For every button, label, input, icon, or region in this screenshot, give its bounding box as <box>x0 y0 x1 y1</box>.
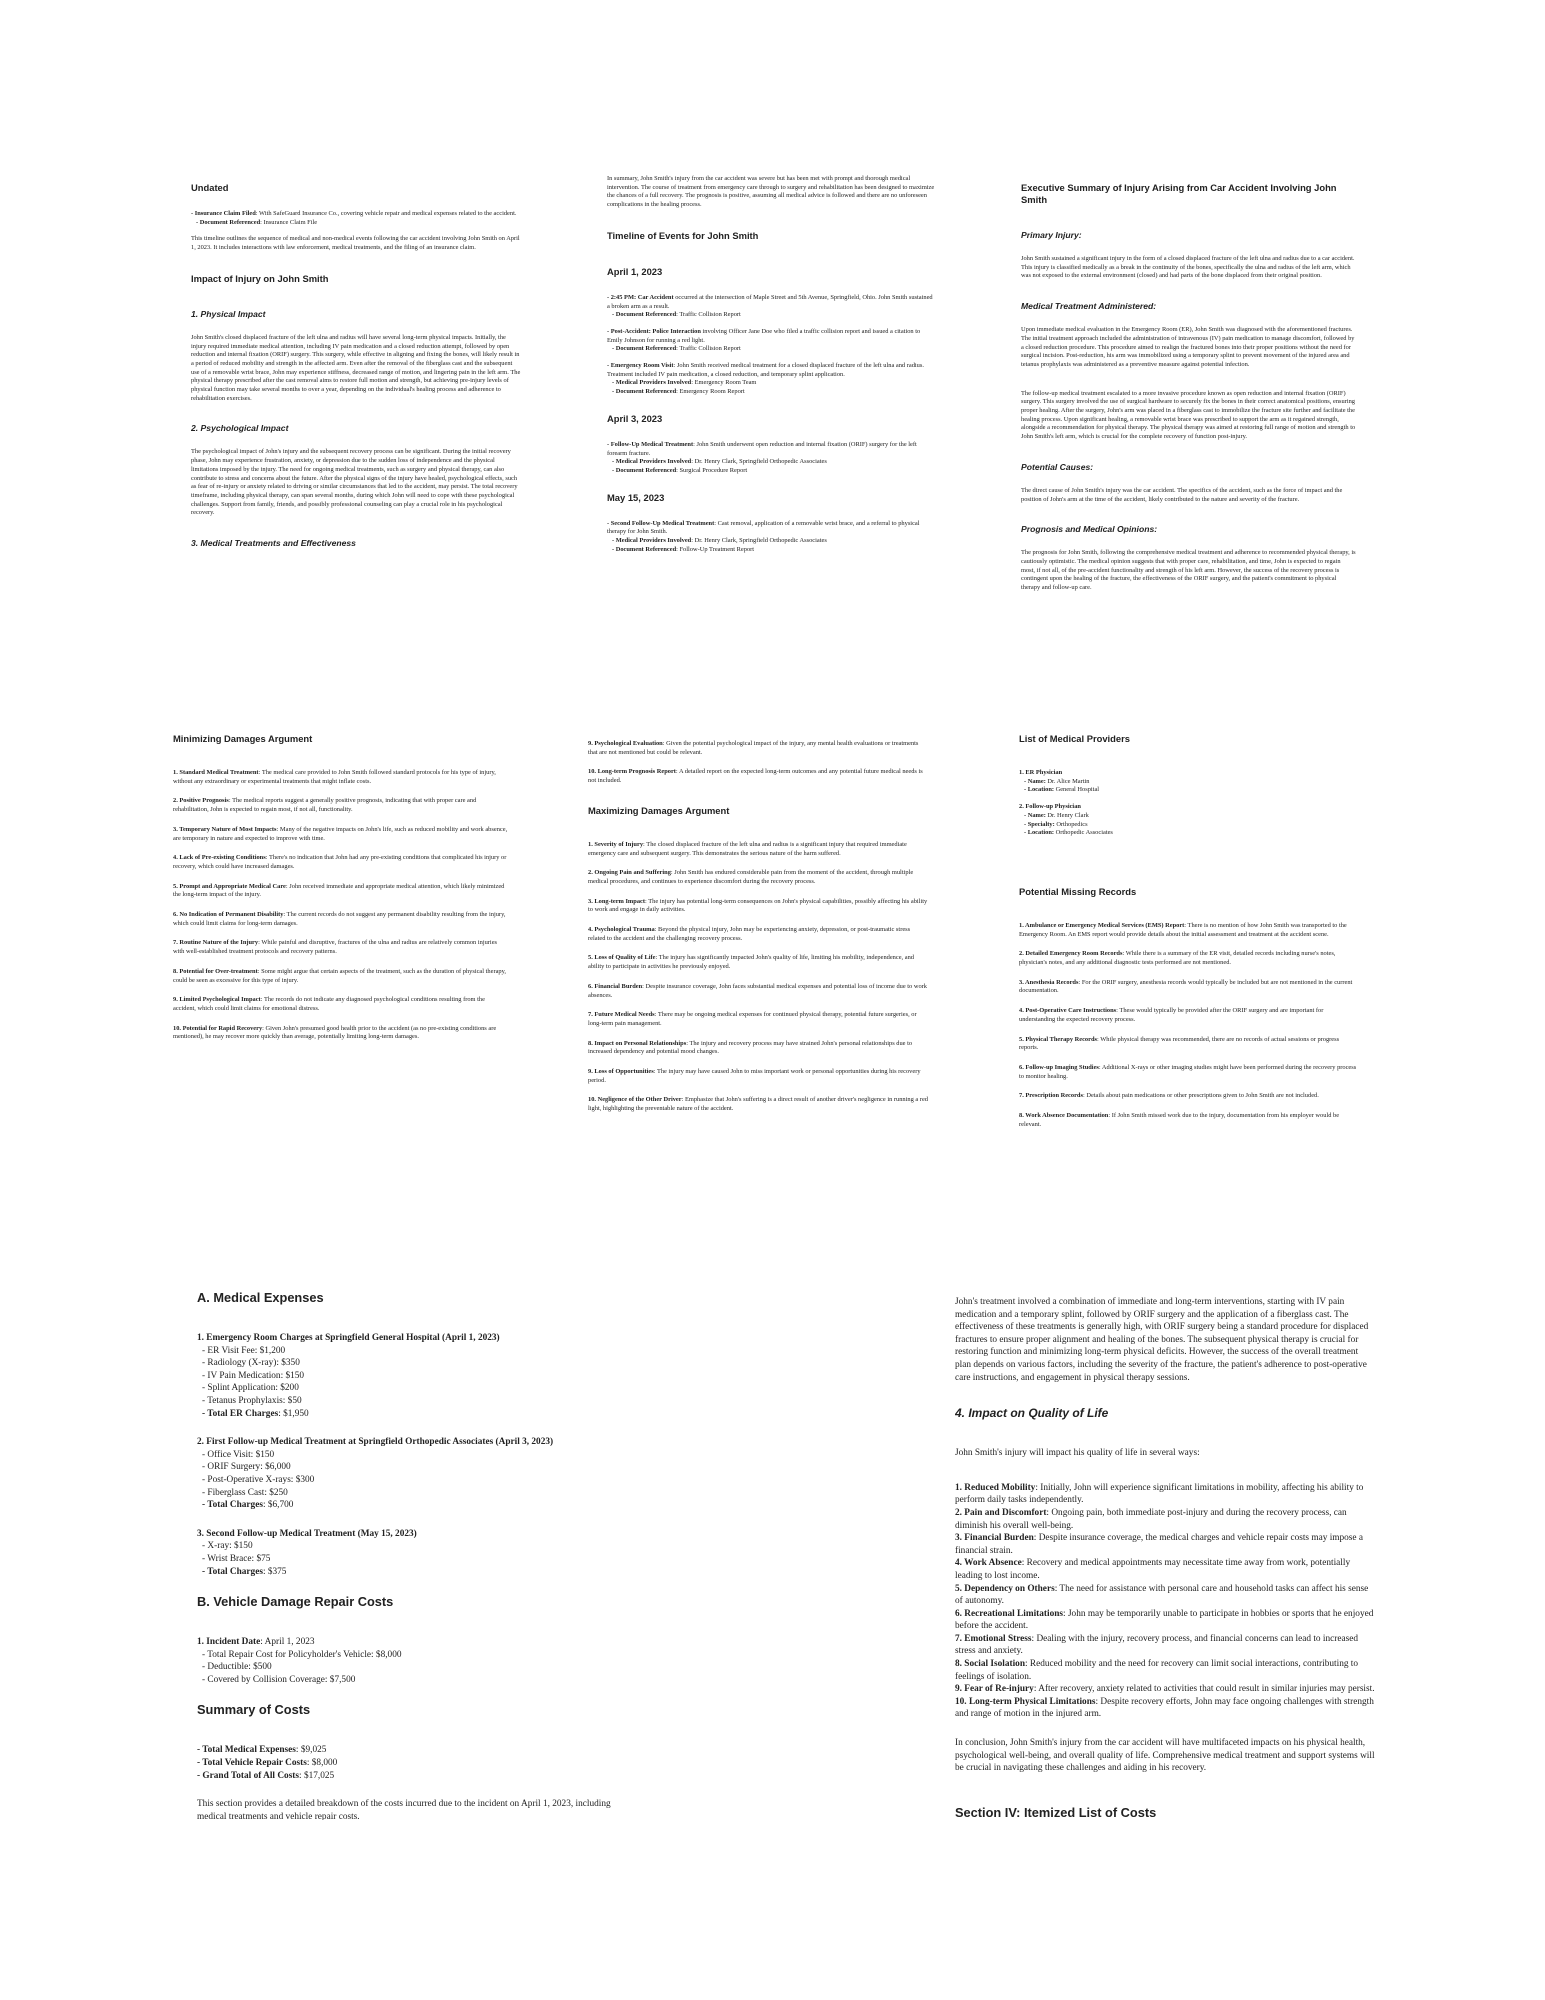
er-physician-name: - Name: Dr. Alice Martin <box>1024 777 1090 785</box>
cost-line: - Post-Operative X-rays: $300 <box>202 1474 315 1485</box>
list-item: 9. Limited Psychological Impact: The records do not indicate any diagnosed psychological conditions resulting from the accident, which could limit claims for emotional distress. <box>173 996 485 1012</box>
event-followup: - Follow-Up Medical Treatment: John Smith underwent open reduction and internal fixation (ORIF) surgery for the left forearm fracture. <box>607 440 917 457</box>
list-item: 1. Standard Medical Treatment: The medical care provided to John Smith followed standard protocols for his type of injury, without any extraordinary or experimental treatments that might inflate costs. <box>173 769 496 785</box>
quality-of-life-list <box>955 1482 1375 1721</box>
list-item: 2. Positive Prognosis: The medical reports suggest a generally positive prognosis, indicating that with proper care and rehabilitation, John is expected to regain most, if not all, functionality. <box>173 797 477 814</box>
treatment-text-2: The follow-up medical treatment escalated to a more invasive procedure known as open reduction and internal fixation (ORIF) surgery. This surgery involved the use of surgical hardware to securely fix the bones in their correct anatomical positions, ensuring proper healing. After the surgery, John's arm was placed in a fiberglass cast to immobilize the fracture site further and facilitate the healing process. Upon significant healing, a removable wrist brace was prescribed to support the arm as it regained strength, alongside a recommendation for physical therapy. The physical therapy was aimed at restoring full range of motion and strength to John Smith's left arm, which is crucial for the complete recovery of function post-injury. <box>1021 389 1356 441</box>
event-second-followup: - Second Follow-Up Medical Treatment: Cast removal, application of a removable wrist brace, and a referral to physical therapy for John Smith. <box>607 519 920 536</box>
list-item: 3. Financial Burden: Despite insurance coverage, the medical charges and vehicle repair costs may impose a financial strain. <box>955 1533 1363 1556</box>
maximizing-heading: Maximizing Damages Argument <box>588 804 730 816</box>
list-item: 5. Dependency on Others: The need for assistance with personal care and household tasks can affect his sense of autonomy. <box>955 1583 1369 1607</box>
list-item: 7. Prescription Records: Details about pain medications or other prescriptions given to John Smith are not included. <box>1019 1092 1319 1100</box>
followup-physician-name: - Name: Dr. Henry Clark <box>1024 811 1089 819</box>
list-item: 10. Long-term Physical Limitations: Despite recovery efforts, John may face ongoing challenges with strength and range of motion in the injured arm. <box>955 1696 1374 1720</box>
page-7 <box>197 1290 617 1820</box>
primary-injury-text: John Smith sustained a significant injury in the form of a closed displaced fracture of the left ulna and radius due to a car accident. This injury is classified medically as a break in the continuity of the bones, specifically the ulna and radius of the left arm, which was not exposed to the external environment (closed) and had parts of the bone displaced from their original position. <box>1021 255 1355 280</box>
cost-line: - ORIF Surgery: $6,000 <box>202 1462 291 1473</box>
maximizing-list <box>588 841 928 1114</box>
page-8 <box>955 1296 1375 1836</box>
list-item: 6. Recreational Limitations: John may be temporarily unable to participate in hobbies or sports that he enjoyed before the accident. <box>955 1608 1374 1632</box>
incident-date: 1. Incident Date: April 1, 2023 <box>197 1637 315 1648</box>
summary-vehicle: - Total Vehicle Repair Costs: $8,000 <box>197 1758 338 1769</box>
psych-impact-text: The psychological impact of John's injury and the subsequent recovery process can be significant. During the initial recovery phase, John may experience frustration, anxiety, or depression due to the sudden loss of independence and the physical limitations imposed by the injury. The need for ongoing medical treatments, such as surgery and physical therapy, can also contribute to stress and concerns about the future. After the physical signs of the injury have healed, psychological effects, such as fear of re-injury or anxiety related to driving or similar circumstances that led to the accident, may persist. The total recovery timeframe, including physical therapy, can span several months, during which John will need to cope with these psychological challenges. Support from family, friends, and possibly professional counseling can play a crucial role in his psychological recovery. <box>191 448 518 517</box>
list-item: 3. Temporary Nature of Most Impacts: Many of the negative impacts on John's life, such as reduced mobility and work absence, are temporary in nature and expected to improve with time. <box>173 825 508 842</box>
list-item: 9. Fear of Re-injury: After recovery, anxiety related to activities that could result in similar injuries may persist. <box>955 1684 1375 1695</box>
cost-line: - Splint Application: $200 <box>202 1383 299 1394</box>
undated-heading: Undated <box>191 182 229 193</box>
list-item: 2. Detailed Emergency Room Records: While there is a summary of the ER visit, detailed records including nurse's notes, physician's notes, and any additional diagnostic tests performed are not mentioned. <box>1019 950 1336 967</box>
cost-line: - Fiberglass Cast: $250 <box>202 1487 288 1498</box>
followup-physician-specialty: - Specialty: Orthopedics <box>1024 820 1088 828</box>
page-6 <box>1019 733 1357 1173</box>
list-item: 9. Loss of Opportunities: The injury may have caused John to miss important work or personal opportunities during his recovery period. <box>588 1068 921 1084</box>
list-item: 7. Emotional Stress: Dealing with the injury, recovery process, and financial concerns can lead to increased stress and anxiety. <box>955 1633 1359 1657</box>
followup2-lines <box>197 1540 617 1565</box>
timeline-intro: This timeline outlines the sequence of medical and non-medical events following the car accident involving John Smith on April 1, 2023. It includes interactions with law enforcement, medical treatments, and the filing of an insurance claim. <box>191 235 520 252</box>
event-er-doc: - Document Referenced: Emergency Room Report <box>612 388 745 396</box>
list-item: 8. Social Isolation: Reduced mobility and the need for recovery can limit social interactions, contributing to feelings of isolation. <box>955 1659 1359 1682</box>
list-item: 3. Long-term Impact: The injury has potential long-term consequences on John's physical capabilities, possibly affecting his ability to work and engage in daily activities. <box>588 897 928 914</box>
quality-of-life-heading: 4. Impact on Quality of Life <box>955 1406 1109 1421</box>
section-iv-heading: Section IV: Itemized List of Costs <box>955 1804 1157 1820</box>
list-item: 7. Future Medical Needs: There may be ongoing medical expenses for continued physical therapy, potential future surgeries, or long-term pain management. <box>588 1011 917 1027</box>
cost-line: - ER Visit Fee: $1,200 <box>202 1345 286 1356</box>
summary-heading: Summary of Costs <box>197 1702 311 1718</box>
summary-paragraph: In summary, John Smith's injury from the car accident was severe but has been met with prompt and thorough medical intervention. The course of treatment from emergency care through to surgery and rehabilitation has been designed to maximize the chances of a full recovery. The prognosis is positive, assuming all medical advice is followed and there are no unforeseen complications in the healing process. <box>607 175 935 209</box>
vehicle-lines <box>197 1649 617 1687</box>
event-followup-doc: - Document Referenced: Surgical Procedure Report <box>612 466 748 474</box>
causes-text: The direct cause of John Smith's injury was the car accident. The specifics of the accident, such as the force of impact and the position of John's arm at the time of the accident, likely contributed to the nature and severity of the fracture. <box>1021 486 1343 503</box>
event-car-accident: - 2:45 PM: Car Accident occurred at the intersection of Maple Street and 5th Avenue, Springfield, Ohio. John Smith sustained a broken arm as a result. <box>607 293 933 310</box>
quality-of-life-lead: John Smith's injury will impact his quality of life in several ways: <box>955 1448 1200 1459</box>
list-item: 10. Potential for Rapid Recovery: Given John's presumed good health prior to the accident (as no pre-existing conditions are mentioned), he may recover more quickly than average, potentially limiting long-term damages. <box>173 1024 497 1041</box>
er-total: - Total ER Charges: $1,950 <box>202 1408 309 1419</box>
medical-expenses-heading: A. Medical Expenses <box>197 1290 324 1305</box>
list-item: 8. Work Absence Documentation: If John Smith missed work due to the injury, documentation from his employer would be relevant. <box>1019 1112 1340 1128</box>
event-police: - Post-Accident: Police Interaction involving Officer Jane Doe who filed a traffic collision report and issued a citation to Emily Johnson for running a red light. <box>607 327 921 344</box>
event-er-visit: - Emergency Room Visit: John Smith received medical treatment for a closed displaced fracture of the left ulna and radius. Treatment included IV pain medication, a closed reduction, and temporary splint application. <box>607 362 924 378</box>
list-item: 3. Anesthesia Records: For the ORIF surgery, anesthesia records would typically be included but are not mentioned in the current documentation. <box>1019 978 1353 995</box>
event-second-followup-providers: - Medical Providers Involved: Dr. Henry Clark, Springfield Orthopedic Associates <box>612 537 827 545</box>
prognosis-heading: Prognosis and Medical Opinions: <box>1021 524 1158 535</box>
medical-treatments-heading: 3. Medical Treatments and Effectiveness <box>191 538 356 549</box>
list-item: 4. Post-Operative Care Instructions: These would typically be provided after the ORIF surgery and are important for understanding the expected recovery process. <box>1019 1007 1324 1023</box>
followup1-title: 2. First Follow-up Medical Treatment at Springfield Orthopedic Associates (April 3, 2023) <box>197 1437 554 1448</box>
cost-line: - Tetanus Prophylaxis: $50 <box>202 1395 302 1406</box>
claim-line: - Insurance Claim Filed: With SafeGuard Insurance Co., covering vehicle repair and medical expenses related to the accident. <box>191 210 517 217</box>
list-item: 1. Ambulance or Emergency Medical Services (EMS) Report: There is no mention of how John Smith was transported to the Emergency Room. An EMS report would provide details about the initial assessment and treatment at the accident scene. <box>1019 921 1347 938</box>
list-item: 6. Follow-up Imaging Studies: Additional X-rays or other imaging studies might have been performed during the recovery process to monitor healing. <box>1019 1063 1357 1080</box>
vehicle-heading: B. Vehicle Damage Repair Costs <box>197 1594 394 1610</box>
impact-heading: Impact of Injury on John Smith <box>191 272 329 284</box>
missing-records-list <box>1019 922 1357 1130</box>
cost-line: - Covered by Collision Coverage: $7,500 <box>202 1674 356 1685</box>
er-physician-label: 1. ER Physician <box>1019 769 1063 776</box>
costs-footer: This section provides a detailed breakdown of the costs incurred due to the incident on April 1, 2023, including medical treatments and vehicle repair costs. <box>197 1799 611 1820</box>
er-physician-location: - Location: General Hospital <box>1024 786 1100 794</box>
followup2-title: 3. Second Follow-up Medical Treatment (May 15, 2023) <box>197 1528 417 1539</box>
claim-doc-line: - Document Referenced: Insurance Claim File <box>196 218 318 226</box>
list-item: 4. Lack of Pre-existing Conditions: There's no indication that John had any pre-existing conditions that complicated his injury or recovery, which could have increased damages. <box>173 854 507 870</box>
missing-records-heading: Potential Missing Records <box>1019 885 1137 897</box>
timeline-heading: Timeline of Events for John Smith <box>607 229 759 241</box>
causes-heading: Potential Causes: <box>1021 461 1094 472</box>
event-followup-providers: - Medical Providers Involved: Dr. Henry Clark, Springfield Orthopedic Associates <box>612 458 827 466</box>
list-item: 10. Long-term Prognosis Report: A detailed report on the expected long-term outcomes and any potential future medical needs is not included. <box>588 768 923 785</box>
list-item: 1. Reduced Mobility: Initially, John will experience significant limitations in mobility, affecting his ability to perform daily tasks independently. <box>955 1482 1364 1506</box>
treatment-heading: Medical Treatment Administered: <box>1021 301 1157 312</box>
cost-line: - X-ray: $150 <box>202 1541 253 1552</box>
cost-line: - Deductible: $500 <box>202 1662 272 1673</box>
list-item: 6. No Indication of Permanent Disability: The current records do not suggest any permanent disability resulting from the injury, which could limit claims for long-term damages. <box>173 911 506 927</box>
list-item: 4. Work Absence: Recovery and medical appointments may necessitate time away from work, potentially leading to lost income. <box>955 1558 1351 1581</box>
list-item: 5. Physical Therapy Records: While physical therapy was recommended, there are no records of actual sessions or progress reports. <box>1019 1035 1340 1052</box>
cost-line: - IV Pain Medication: $150 <box>202 1370 305 1381</box>
er-charges-title: 1. Emergency Room Charges at Springfield General Hospital (April 1, 2023) <box>197 1333 500 1343</box>
date-april-1: April 1, 2023 <box>607 265 663 277</box>
event-car-accident-doc: - Document Referenced: Traffic Collision Report <box>612 311 741 319</box>
minimizing-list <box>173 769 508 1042</box>
list-item: 6. Financial Burden: Despite insurance coverage, John faces substantial medical expenses and potential loss of income due to work absences. <box>588 982 927 999</box>
page-3 <box>1021 182 1356 602</box>
event-er-providers: - Medical Providers Involved: Emergency Room Team <box>612 379 757 387</box>
conclusion-text: In conclusion, John Smith's injury from the car accident will have multifaceted impacts on his physical health, psychological well-being, and overall quality of life. Comprehensive medical treatment and support systems will be crucial in navigating these challenges and aiding in his recovery. <box>955 1738 1375 1774</box>
list-item: 8. Impact on Personal Relationships: The injury and recovery process may have strained John's personal relationships due to increased dependency and potential mood changes. <box>588 1039 913 1056</box>
providers-heading: List of Medical Providers <box>1019 733 1130 744</box>
list-item: 4. Psychological Trauma: Beyond the physical injury, John may be experiencing anxiety, depression, or post-traumatic stress related to the accident and the challenging recovery process. <box>588 926 911 942</box>
cost-line: - Office Visit: $150 <box>202 1449 275 1460</box>
page-2 <box>607 175 937 620</box>
followup1-lines <box>197 1449 617 1499</box>
date-april-3: April 3, 2023 <box>607 412 663 424</box>
physical-impact-text: John Smith's closed displaced fracture of the left ulna and radius will have several long-term physical impacts. Initially, the injury required immediate medical attention, including IV pain medication and a closed reduction attempt, followed by open reduction and internal fixation (ORIF) surgery. This surgery, while effective in aligning and fixing the bones, will likely result in a period of reduced mobility and strength in the affected arm. Even after the removal of the fiberglass cast and the subsequent use of a removable wrist brace, John may experience stiffness, decreased range of motion, and lingering pain in the left arm. The physical therapy prescribed after the cast removal aims to restore full motion and strength, but achieving pre-injury levels of physical function may take several months to over a year, depending on the individual's healing process and adherence to rehabilitation exercises. <box>191 333 521 402</box>
list-item: 7. Routine Nature of the Injury: While painful and disruptive, fractures of the ulna and radius are relatively common injuries with well-established treatment protocols and recovery patterns. <box>173 939 498 956</box>
followup1-total: - Total Charges: $6,700 <box>202 1500 294 1511</box>
followup-physician-location: - Location: Orthopedic Associates <box>1024 829 1113 837</box>
cost-line: - Wrist Brace: $75 <box>202 1553 271 1564</box>
date-may-15: May 15, 2023 <box>607 491 665 503</box>
er-charges-lines <box>197 1345 617 1408</box>
followup-physician-label: 2. Follow-up Physician <box>1019 803 1081 811</box>
page-4 <box>173 733 508 1203</box>
page-5 <box>588 740 928 1160</box>
list-item: 5. Loss of Quality of Life: The injury has significantly impacted John's quality of life, limiting his mobility, independence, and ability to participate in activities he previously enjoyed. <box>588 954 914 971</box>
list-item: 2. Pain and Discomfort: Ongoing pain, both immediate post-injury and during the recovery process, can diminish his overall well-being. <box>955 1507 1347 1531</box>
followup2-total: - Total Charges: $375 <box>202 1566 287 1577</box>
cost-line: - Total Repair Cost for Policyholder's Vehicle: $8,000 <box>202 1649 402 1660</box>
psych-impact-heading: 2. Psychological Impact <box>191 423 289 434</box>
list-item: 2. Ongoing Pain and Suffering: John Smith has endured considerable pain from the moment of the accident, through multiple medical procedures, and continues to experience discomfort during the recovery process. <box>588 869 914 885</box>
physical-impact-heading: 1. Physical Impact <box>191 308 266 319</box>
event-second-followup-doc: - Document Referenced: Follow-Up Treatment Report <box>612 545 755 553</box>
prognosis-text: The prognosis for John Smith, following the comprehensive medical treatment and adherence to recommended physical therapy, is cautiously optimistic. The medical opinion suggests that with proper care, rehabilitation, and time, John is expected to regain most, if not all, of the pre-accident functionality and strength of his left arm. However, the success of the recovery process is contingent upon the healing of the fracture, the effectiveness of the ORIF surgery, and the patient's commitment to physical therapy and follow-up care. <box>1021 549 1356 592</box>
executive-summary-heading: Executive Summary of Injury Arising from Car Accident Involving John Smith <box>1021 182 1337 205</box>
summary-medical: - Total Medical Expenses: $9,025 <box>197 1745 327 1756</box>
list-item: 10. Negligence of the Other Driver: Emphasize that John's suffering is a direct result of another driver's negligence in running a red light, highlighting the preventable nature of the accident. <box>588 1096 928 1113</box>
missing-records-continued <box>588 740 928 786</box>
list-item: 1. Severity of Injury: The closed displaced fracture of the left ulna and radius is a significant injury that required immediate emergency care and subsequent surgery. This demonstrates the serious nature of the harm suffered. <box>588 840 907 857</box>
list-item: 5. Prompt and Appropriate Medical Care: John received immediate and appropriate medical attention, which likely minimized the long-term impact of the injury. <box>173 882 505 899</box>
summary-grand-total: - Grand Total of All Costs: $17,025 <box>197 1770 335 1781</box>
list-item: 9. Psychological Evaluation: Given the potential psychological impact of the injury, any mental health evaluations or treatments that are not mentioned but could be relevant. <box>588 740 919 756</box>
treatment-text-1: Upon immediate medical evaluation in the Emergency Room (ER), John Smith was diagnosed with the aforementioned fractures. The initial treatment approach included the administration of intravenous (IV) pain medication to manage discomfort, followed by a closed reduction procedure. This procedure aimed to realign the fractured bones into their proper positions without the need for surgical incision. Post-reduction, his arm was immobilized using a temporary splint to prevent movement of the injured area and tetanus prophylaxis was administered as a preventive measure against potential infection. <box>1021 326 1355 368</box>
page-1 <box>191 182 521 602</box>
event-police-doc: - Document Referenced: Traffic Collision Report <box>612 345 741 353</box>
minimizing-heading: Minimizing Damages Argument <box>173 733 313 744</box>
treatment-effectiveness-text: John's treatment involved a combination of immediate and long-term interventions, starting with IV pain medication and a temporary splint, followed by ORIF surgery and the application of a fiberglass cast. The effectiveness of these treatments is generally high, with ORIF surgery being a standard procedure for displaced fractures to ensure proper alignment and healing of the bones. The subsequent physical therapy is crucial for restoring function and minimizing long-term physical deficits. However, the success of the overall treatment plan depends on various factors, including the severity of the fracture, the patient's adherence to post-operative care instructions, and engagement in physical therapy sessions. <box>955 1297 1369 1383</box>
primary-injury-heading: Primary Injury: <box>1021 230 1082 240</box>
list-item: 8. Potential for Over-treatment: Some might argue that certain aspects of the treatment, such as the duration of physical therapy, could be seen as excessive for this type of injury. <box>173 967 506 984</box>
cost-line: - Radiology (X-ray): $350 <box>202 1358 300 1369</box>
